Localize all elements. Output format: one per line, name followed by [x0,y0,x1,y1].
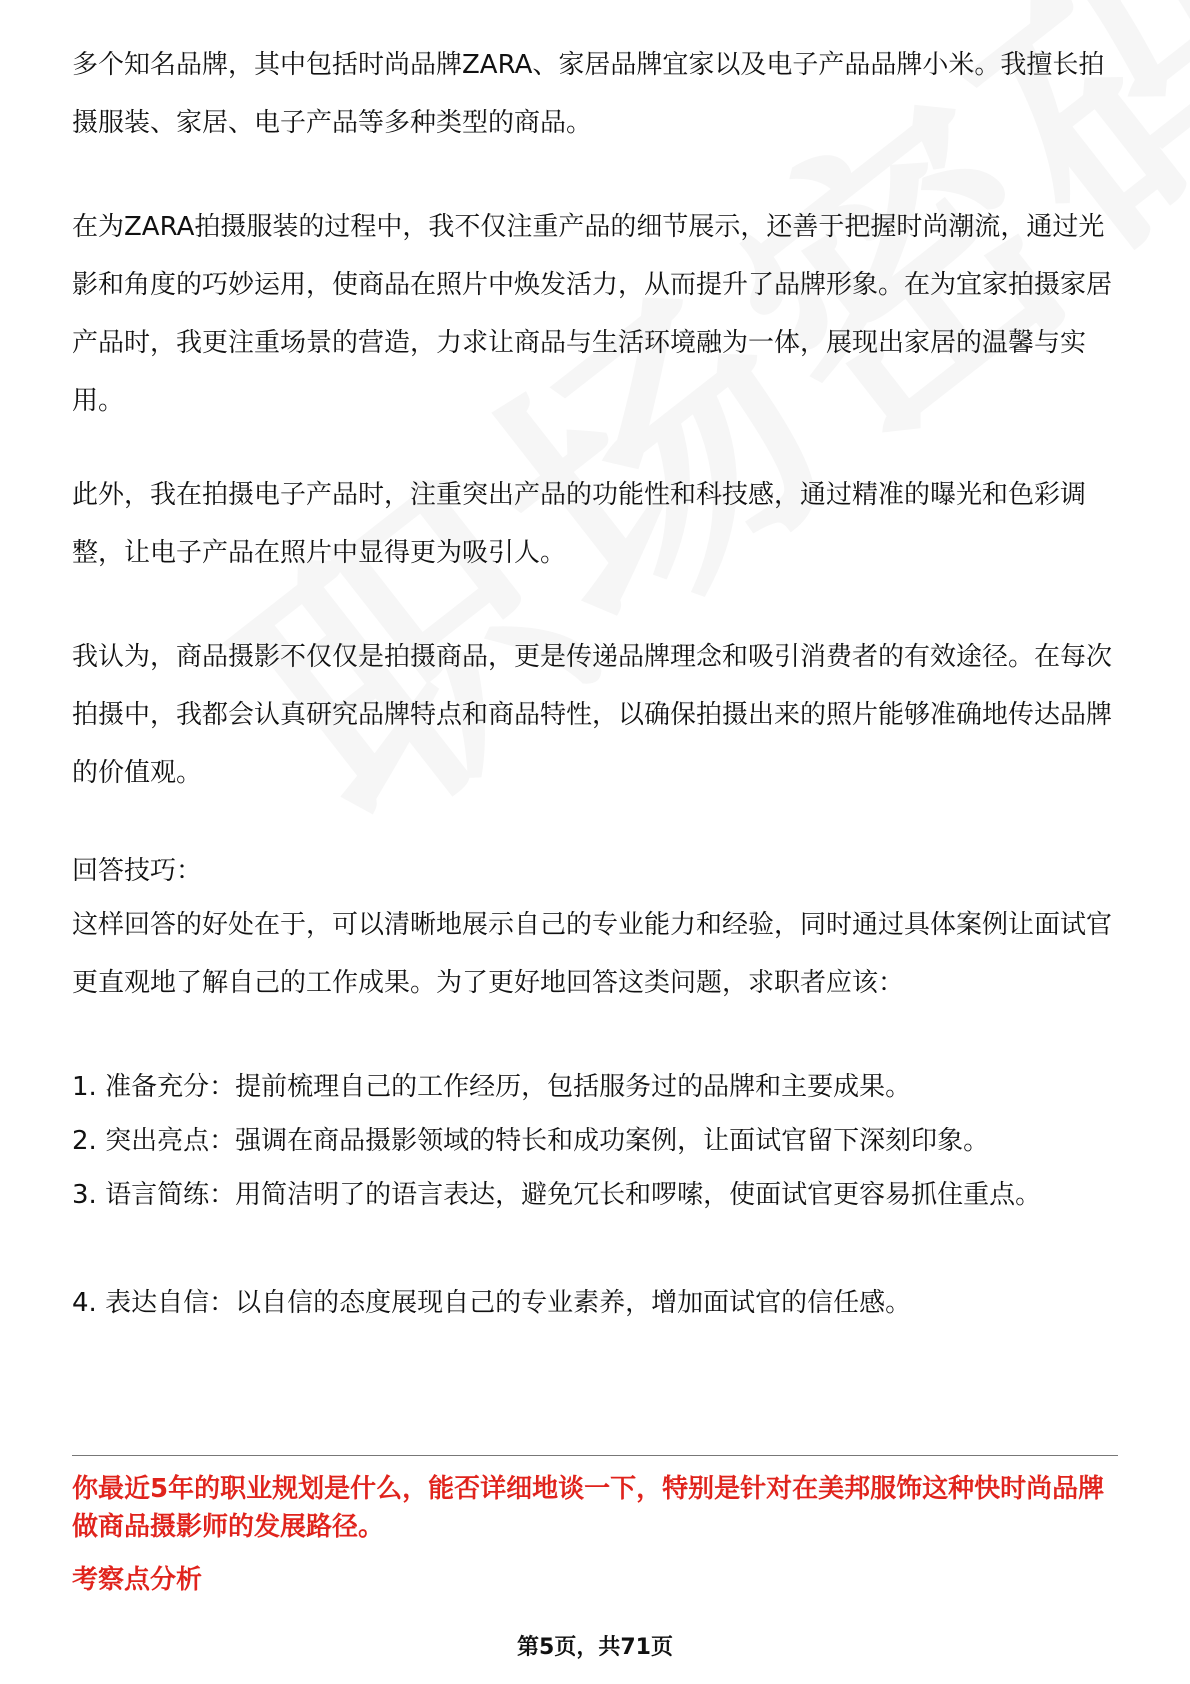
page-footer: 第5页，共71页 [517,1635,673,1660]
paragraph-philosophy: 我认为，商品摄影不仅仅是拍摄商品，更是传递品牌理念和吸引消费者的有效途径。在每次拍摄中，我都会认真研究品牌特点和商品特性，以确保拍摄出来的照片能够准确地传达品牌的价值观。 [72,642,1113,788]
analysis-section-title: 考察点分析 [72,1565,203,1595]
tips-list-item: 3. 语言简练：用简洁明了的语言表达，避免冗长和啰嗦，使面试官更容易抓住重点。 [72,1180,1042,1210]
paragraph-brands: 多个知名品牌，其中包括时尚品牌ZARA、家居品牌宜家以及电子产品品牌小米。我擅长拍摄服装、家居、电子产品等多种类型的商品。 [72,50,1105,138]
next-question: 你最近5年的职业规划是什么，能否详细地谈一下，特别是针对在美邦服饰这种快时尚品牌做商品摄影师的发展路径。 [72,1474,1105,1542]
tips-heading: 回答技巧： [72,856,203,886]
tips-intro: 这样回答的好处在于，可以清晰地展示自己的专业能力和经验，同时通过具体案例让面试官更直观地了解自己的工作成果。为了更好地回答这类问题，求职者应该： [72,910,1113,998]
tips-list-item: 2. 突出亮点：强调在商品摄影领域的特长和成功案例，让面试官留下深刻印象。 [72,1126,990,1156]
tips-list-item: 1. 准备充分：提前梳理自己的工作经历，包括服务过的品牌和主要成果。 [72,1072,912,1102]
section-divider [72,1455,1118,1456]
paragraph-electronics: 此外，我在拍摄电子产品时，注重突出产品的功能性和科技感，通过精准的曝光和色彩调整，让电子产品在照片中显得更为吸引人。 [72,480,1087,568]
tips-list-item: 4. 表达自信：以自信的态度展现自己的专业素养，增加面试官的信任感。 [72,1288,912,1318]
paragraph-zara-ikea: 在为ZARA拍摄服装的过程中，我不仅注重产品的细节展示，还善于把握时尚潮流，通过光影和角度的巧妙运用，使商品在照片中焕发活力，从而提升了品牌形象。在为宜家拍摄家居产品时，我更注重场景的营造，力求让商品与生活环境融为一体，展现出家居的温馨与实用。 [72,212,1113,416]
